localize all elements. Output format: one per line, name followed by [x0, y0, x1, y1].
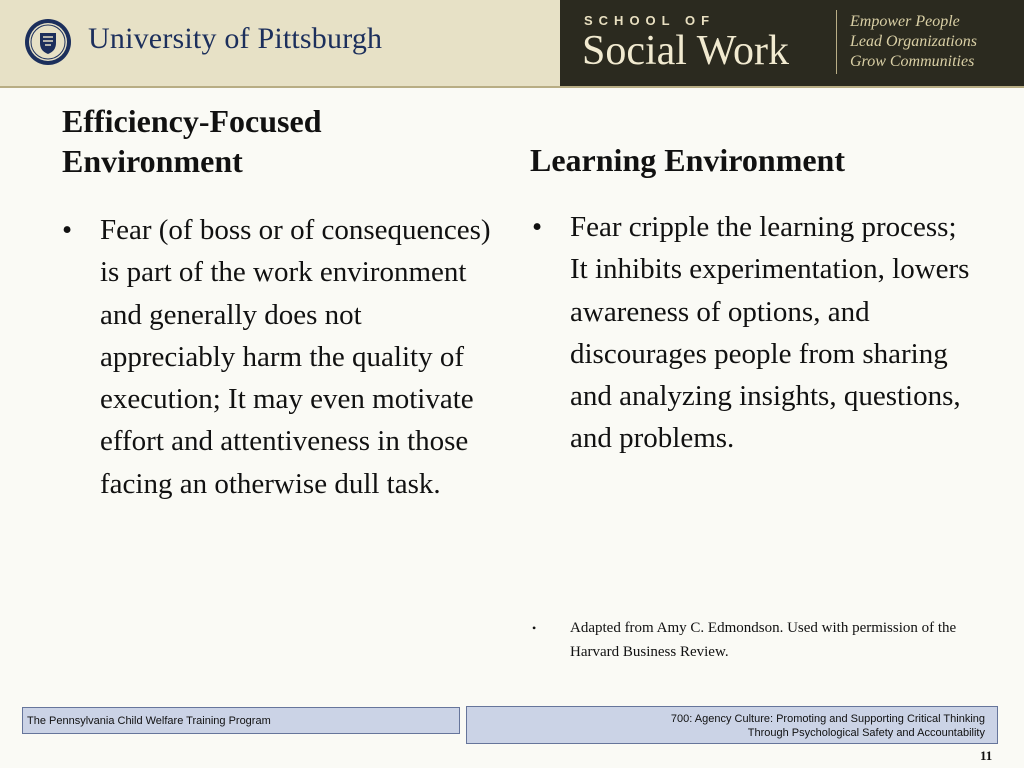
left-title-line-2: Environment: [62, 143, 243, 179]
footer-program-text: The Pennsylvania Child Welfare Training Program: [27, 715, 271, 727]
footer-program-box: [22, 707, 460, 734]
slide-header: [0, 0, 1024, 86]
tagline-line-3: Grow Communities: [850, 53, 975, 70]
left-column-title: [62, 101, 482, 181]
right-column-title: Learning Environment: [530, 142, 845, 178]
bullet-icon: •: [532, 621, 537, 635]
tagline-line-1: Empower People: [850, 13, 960, 30]
footer-course-box: [466, 706, 998, 744]
university-name: University of Pittsburgh: [88, 22, 383, 55]
footer-course-line-1: 700: Agency Culture: Promoting and Supporting Critical Thinking: [670, 713, 985, 725]
bullet-icon: •: [62, 214, 73, 246]
social-work-logo-text: Social Work: [582, 28, 789, 74]
left-bullet-item: [62, 209, 502, 505]
university-seal-icon: [24, 16, 72, 68]
school-tagline: [850, 12, 977, 72]
page-number: 11: [980, 748, 993, 763]
footer-course-line-2: Through Psychological Safety and Accountability: [747, 727, 985, 739]
left-bullet-text: Fear (of boss or of consequences) is part of the work environment and generally does not appreciably harm the quality of execution; It may even motivate effort and attentiveness in those facing an otherwise dull task.: [100, 214, 491, 500]
citation-note: [532, 616, 972, 664]
bullet-icon: •: [532, 211, 543, 243]
right-bullet-item: [532, 206, 972, 460]
school-of-label: SCHOOL OF: [584, 13, 716, 28]
header-divider: [836, 10, 837, 74]
citation-text: Adapted from Amy C. Edmondson. Used with permission of the Harvard Business Review.: [570, 620, 957, 660]
left-title-line-1: Efficiency-Focused: [62, 103, 322, 139]
tagline-line-2: Lead Organizations: [850, 33, 977, 50]
right-bullet-text: Fear cripple the learning process; It inhibits experimentation, lowers awareness of options, and discourages people from sharing and analyzing insights, questions, and problems.: [570, 211, 970, 455]
header-left-panel: [0, 0, 560, 86]
header-rule: [0, 86, 1024, 88]
